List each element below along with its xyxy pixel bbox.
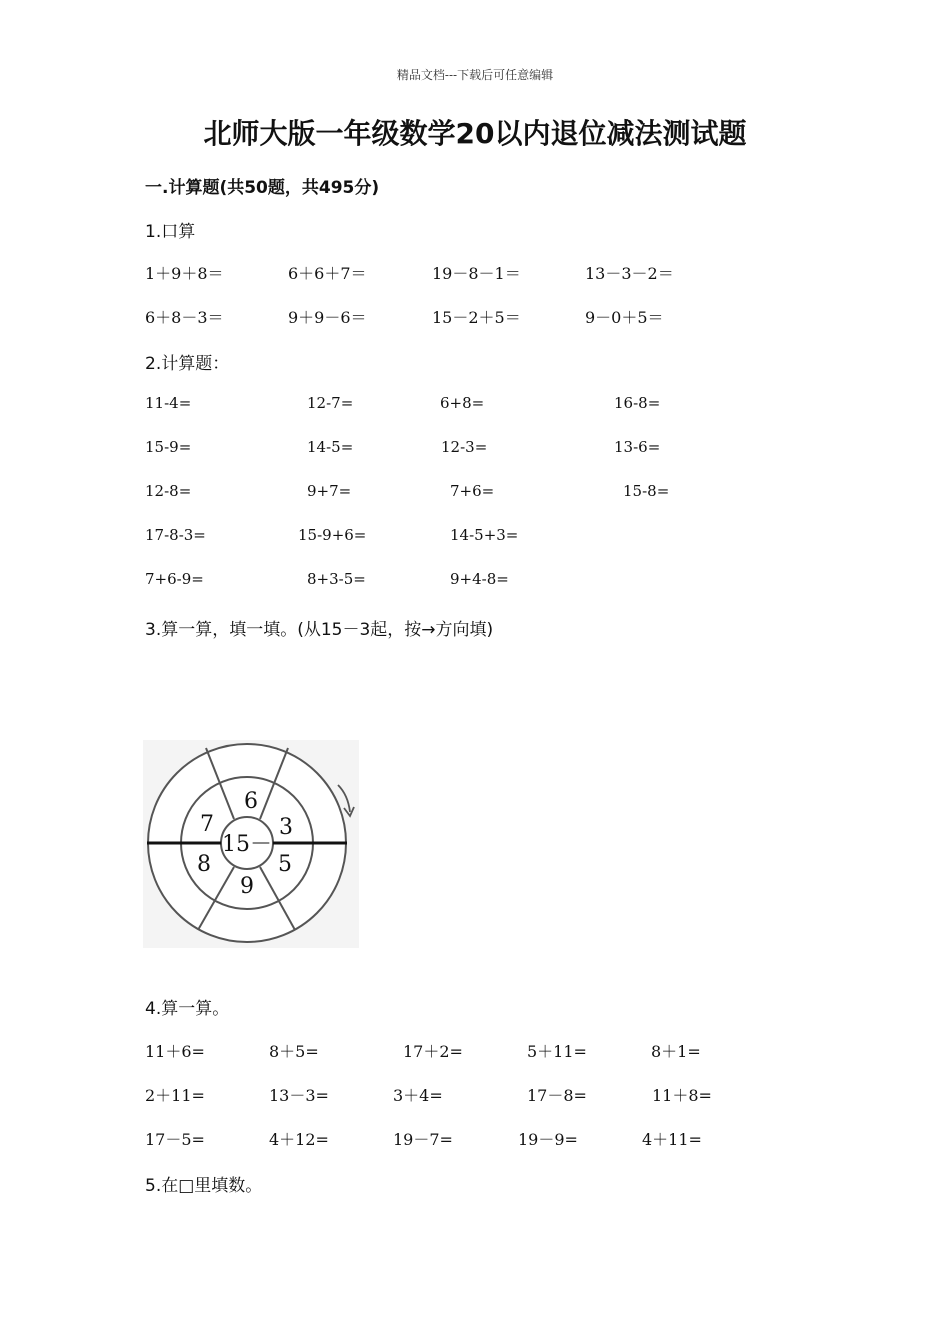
q2-expr: 12-7= (307, 394, 354, 412)
question-3-label: 3.算一算，填一填。(从15－3起，按→方向填) (145, 620, 494, 640)
q2-expr: 15-9+6= (298, 526, 367, 544)
wheel-number: 8 (197, 852, 211, 877)
q2-expr: 9+4-8= (450, 570, 509, 588)
wheel-number: 5 (278, 852, 292, 877)
page-header: 精品文档---下载后可任意编辑 (396, 68, 554, 82)
q4-expr: 17－5= (145, 1130, 205, 1149)
q1-expr: 6＋6＋7＝ (288, 264, 367, 283)
q4-expr: 8＋5= (269, 1042, 319, 1061)
q4-expr: 13－3= (269, 1086, 329, 1105)
q4-expr: 2＋11= (145, 1086, 205, 1105)
q2-expr: 11-4= (145, 394, 192, 412)
question-2-label: 2.计算题： (145, 354, 230, 374)
q1-expr: 15－2＋5＝ (432, 308, 521, 327)
q2-expr: 12-8= (145, 482, 192, 500)
q2-expr: 14-5= (307, 438, 354, 456)
q1-expr: 13－3－2＝ (585, 264, 674, 283)
q4-expr: 11＋6= (145, 1042, 205, 1061)
q2-expr: 17-8-3= (145, 526, 206, 544)
q1-expr: 1＋9＋8＝ (145, 264, 224, 283)
q2-expr: 15-9= (145, 438, 192, 456)
calculation-wheel-figure (143, 740, 359, 948)
q4-expr: 17－8= (527, 1086, 587, 1105)
q4-expr: 5＋11= (527, 1042, 587, 1061)
q2-expr: 16-8= (614, 394, 661, 412)
q4-expr: 4＋11= (642, 1130, 702, 1149)
q4-expr: 19－9= (518, 1130, 578, 1149)
wheel-number: 9 (240, 874, 254, 899)
q1-expr: 6＋8－3＝ (145, 308, 224, 327)
q2-expr: 7+6-9= (145, 570, 204, 588)
q2-expr: 12-3= (441, 438, 488, 456)
wheel-center-label: 15－ (222, 832, 272, 857)
q2-expr: 13-6= (614, 438, 661, 456)
q2-expr: 6+8= (440, 394, 485, 412)
q2-expr: 15-8= (623, 482, 670, 500)
q2-expr: 14-5+3= (450, 526, 519, 544)
wheel-number: 7 (200, 812, 214, 837)
question-1-label: 1.口算 (145, 222, 196, 242)
question-5-label: 5.在□里填数。 (145, 1176, 263, 1196)
wheel-number: 3 (279, 815, 293, 840)
q4-expr: 11＋8= (652, 1086, 712, 1105)
section-heading: 一.计算题(共50题，共495分) (145, 178, 380, 198)
q1-expr: 19－8－1＝ (432, 264, 521, 283)
q2-expr: 8+3-5= (307, 570, 366, 588)
q4-expr: 3＋4= (393, 1086, 443, 1105)
page-title: 北师大版一年级数学20以内退位减法测试题 (203, 117, 747, 150)
q2-expr: 7+6= (450, 482, 495, 500)
wheel-number: 6 (244, 789, 258, 814)
q1-expr: 9－0＋5＝ (585, 308, 664, 327)
q4-expr: 4＋12= (269, 1130, 329, 1149)
q4-expr: 8＋1= (651, 1042, 701, 1061)
q1-expr: 9＋9－6＝ (288, 308, 367, 327)
q2-expr: 9+7= (307, 482, 352, 500)
q4-expr: 17＋2= (403, 1042, 463, 1061)
q4-expr: 19－7= (393, 1130, 453, 1149)
question-4-label: 4.算一算。 (145, 999, 230, 1019)
